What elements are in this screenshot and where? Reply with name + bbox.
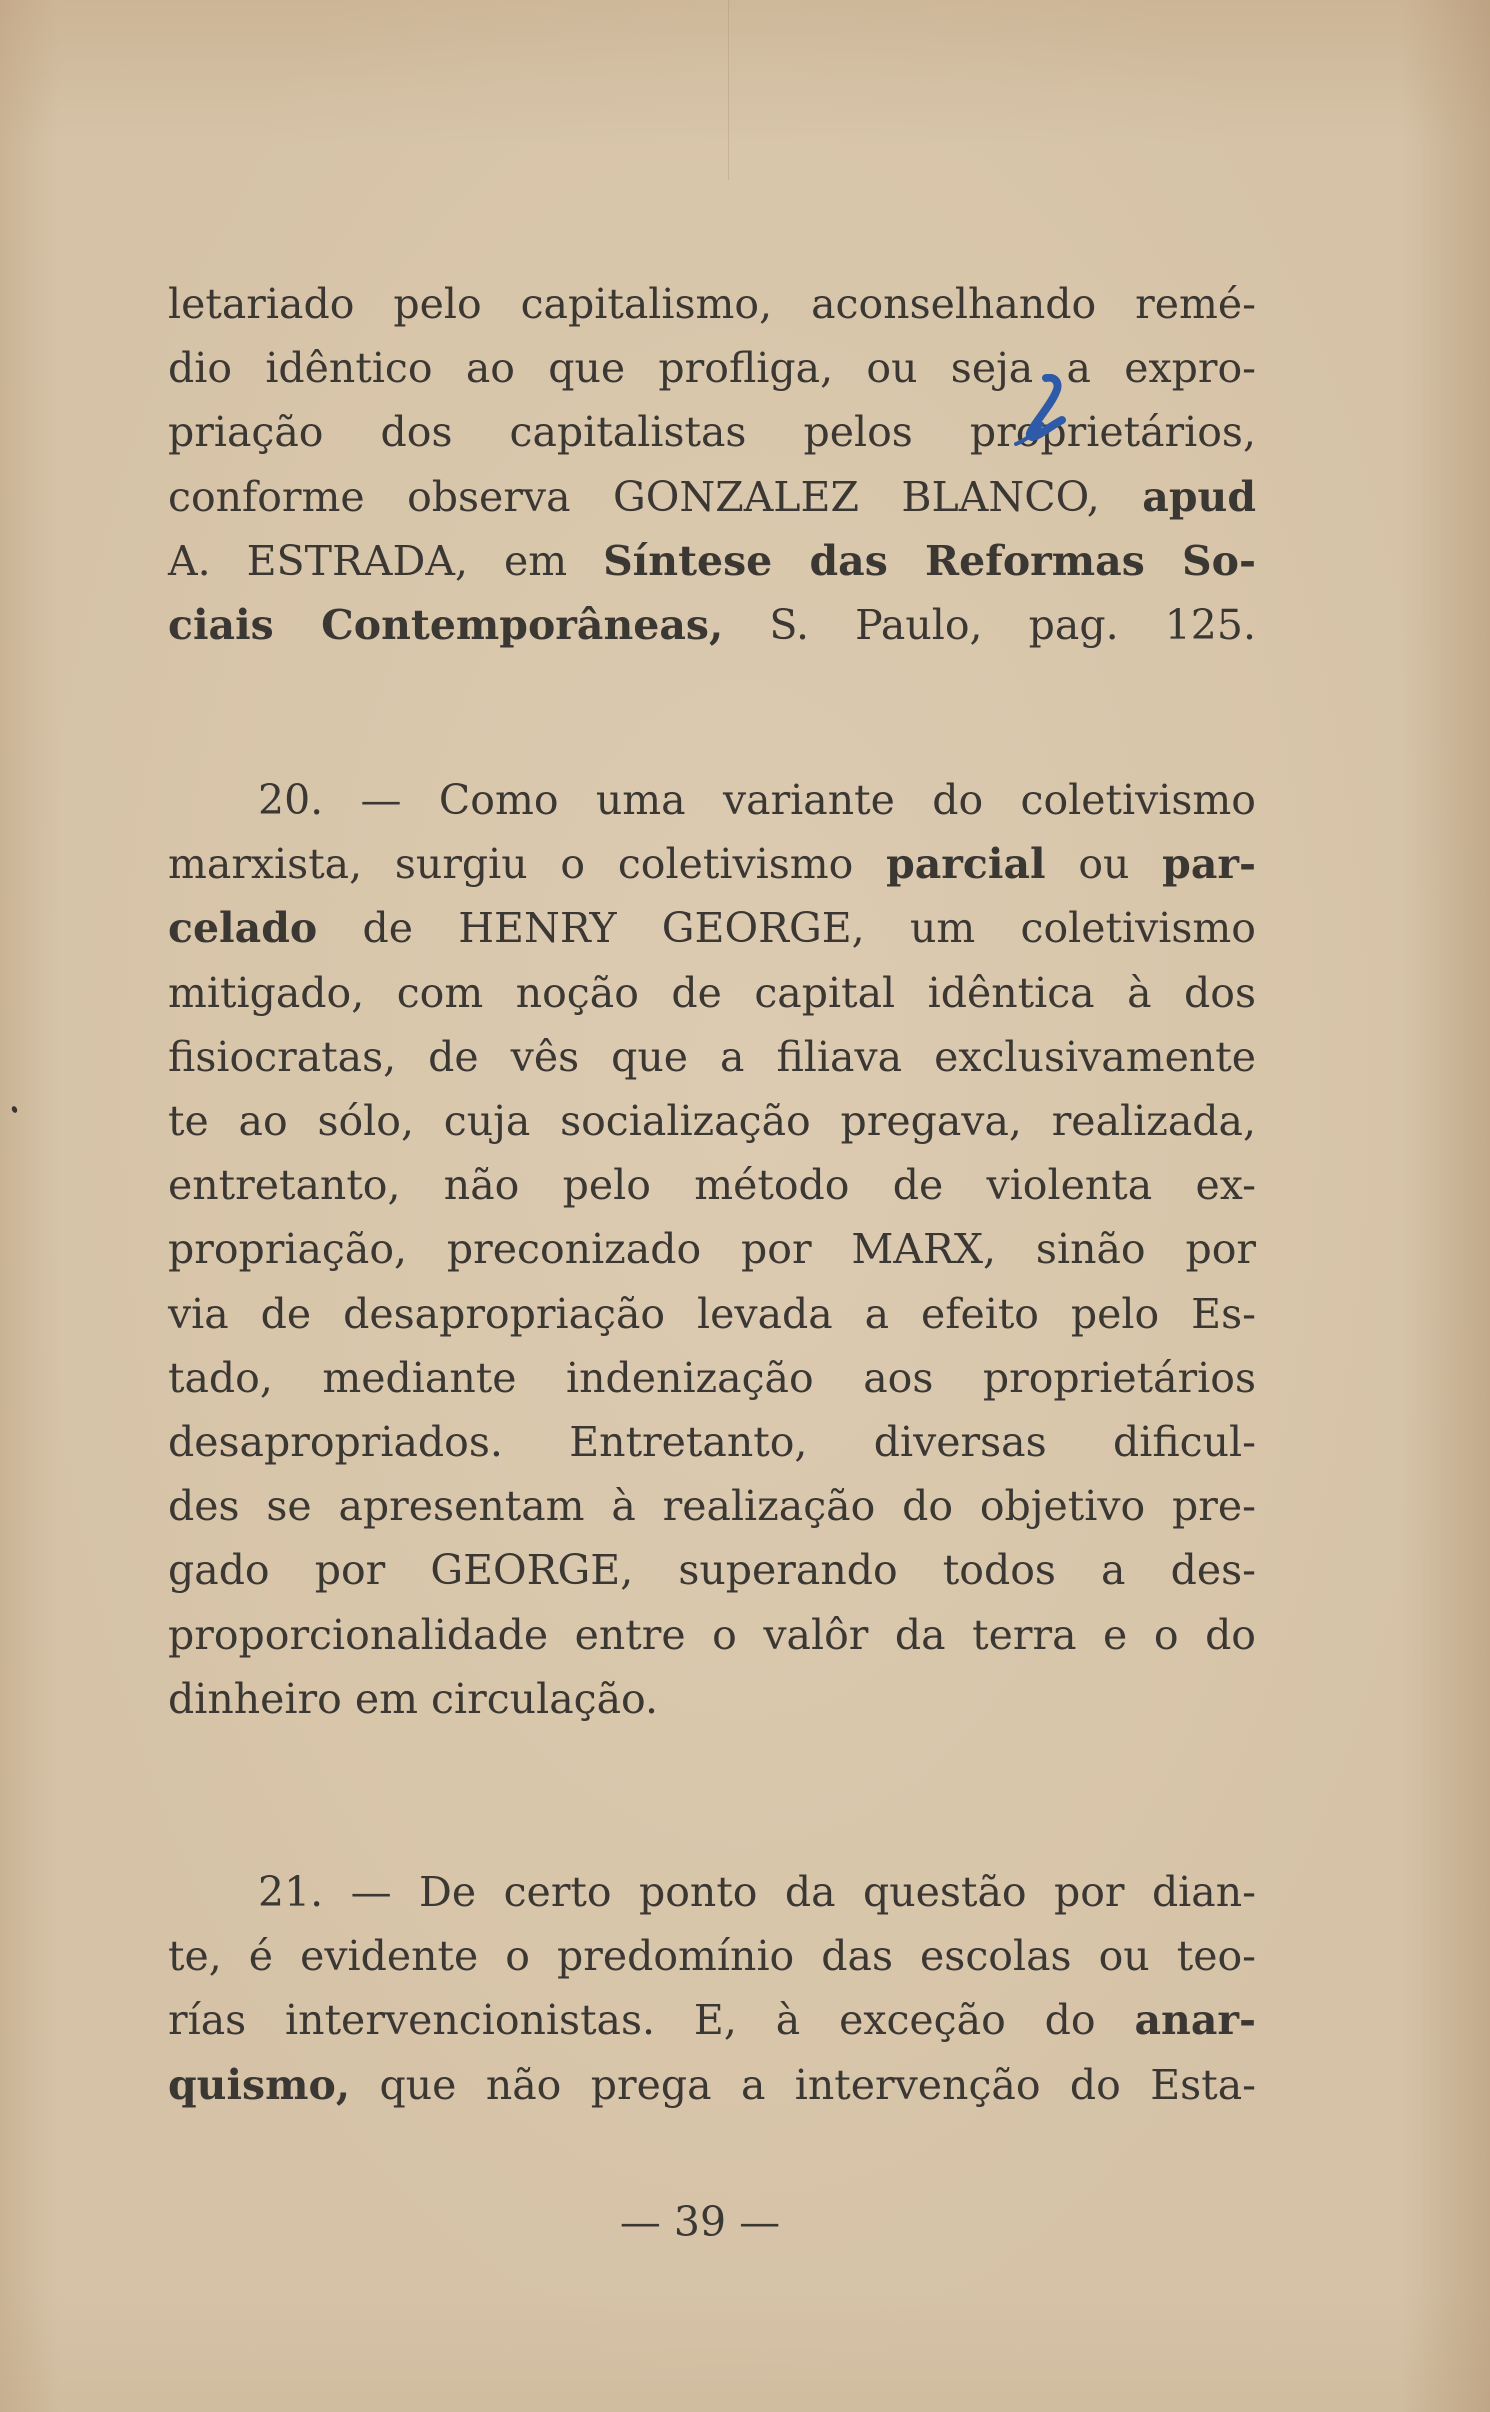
bold-text-segment: ciais Contemporâneas, (168, 601, 724, 649)
text-segment: te ao sólo, cuja socialização pregava, realizada, (168, 1097, 1256, 1145)
bold-text-segment: Síntese das Reformas So- (603, 536, 1256, 585)
text-segment: S. Paulo, pag. 125. (723, 601, 1256, 649)
text-segment: gado por GEORGE, superando todos a des- (168, 1546, 1256, 1595)
bold-text-segment: celado (168, 904, 318, 953)
text-line (168, 832, 1256, 896)
text-line (258, 1860, 1256, 1924)
text-line (168, 1282, 1256, 1346)
text-segment: letariado pelo capitalismo, aconselhando remé- (168, 280, 1256, 328)
bold-text-segment: anar- (1134, 1996, 1256, 2045)
text-segment: A. ESTRADA, em (168, 536, 604, 585)
text-line (168, 961, 1256, 1025)
handwritten-correction-mark (1012, 374, 1072, 449)
text-line (168, 1924, 1256, 1988)
text-line (168, 593, 1256, 657)
text-line (168, 896, 1256, 960)
bold-text-segment: par- (1162, 840, 1257, 889)
text-segment: ou (1045, 840, 1163, 889)
text-segment: fisiocratas, de vês que a filiava exclusivamente (168, 1032, 1256, 1081)
text-line (168, 1988, 1256, 2052)
text-line (258, 768, 1256, 832)
text-segment: tado, mediante indenização aos proprietários (168, 1353, 1256, 1402)
text-line (168, 465, 1256, 529)
text-segment: priação dos capitalistas pelos proprietários, (168, 408, 1256, 457)
text-line (168, 336, 1256, 400)
bold-text-segment: parcial (886, 840, 1046, 889)
text-line (168, 272, 1256, 336)
page-number: — 39 — (619, 2198, 781, 2246)
text-line (168, 1089, 1256, 1153)
text-segment: proporcionalidade entre o valôr da terra e o do (168, 1610, 1256, 1659)
text-line (168, 1153, 1256, 1217)
text-segment: mitigado, com noção de capital idêntica à dos (168, 968, 1256, 1017)
text-line (168, 1667, 1256, 1731)
text-segment: de HENRY GEORGE, um coletivismo (317, 904, 1256, 953)
text-line (168, 1538, 1256, 1602)
text-segment: dio idêntico ao que profliga, ou seja a expro- (168, 344, 1256, 393)
text-line (168, 400, 1256, 464)
paper-crease (728, 0, 729, 180)
text-segment: propriação, preconizado por MARX, sinão por (168, 1225, 1256, 1274)
text-line (168, 1410, 1256, 1474)
text-line (168, 1217, 1256, 1281)
text-line (168, 1025, 1256, 1089)
text-segment: marxista, surgiu o coletivismo (168, 840, 887, 889)
text-segment: te, é evidente o predomínio das escolas ou teo- (168, 1932, 1256, 1981)
ink-speck (11, 1105, 18, 1113)
text-segment: 20. — Como uma variante do coletivismo (258, 776, 1256, 824)
bold-text-segment: quismo, (168, 2060, 351, 2109)
text-segment: via de desapropriação levada a efeito pelo Es- (168, 1289, 1256, 1338)
text-segment: desapropriados. Entretanto, diversas dificul- (168, 1418, 1256, 1466)
text-line (168, 1346, 1256, 1410)
text-segment: que não prega a intervenção do Esta- (350, 2060, 1256, 2109)
text-segment: 21. — De certo ponto da questão por dian- (258, 1868, 1256, 1916)
text-segment: entretanto, não pelo método de violenta ex- (168, 1161, 1256, 1210)
text-line (168, 1603, 1256, 1667)
text-segment: dinheiro em circulação. (168, 1674, 659, 1723)
text-segment: des se apresentam à realização do objetivo pre- (168, 1482, 1256, 1531)
text-segment: conforme observa GONZALEZ BLANCO, (168, 472, 1143, 521)
text-line (168, 529, 1256, 593)
bold-text-segment: apud (1142, 472, 1256, 521)
text-line (168, 1474, 1256, 1538)
text-line (168, 2053, 1256, 2117)
text-segment: rías intervencionistas. E, à exceção do (168, 1996, 1135, 2045)
